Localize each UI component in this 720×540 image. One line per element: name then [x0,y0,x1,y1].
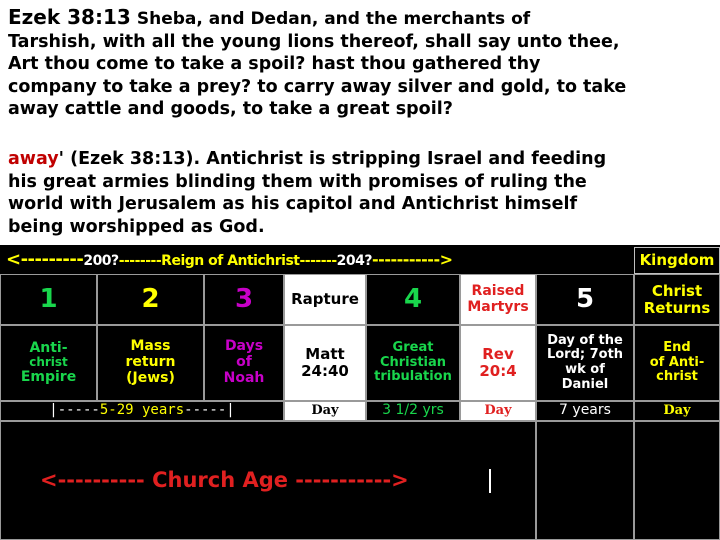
event-8-line-3: christ [656,369,698,385]
event-7-line-4: Daniel [561,376,609,392]
event-3-line-1: Days [224,338,264,355]
period-5-29-years [0,401,284,421]
verse-line-1 [8,6,714,31]
event-7-line-1: Day of the [547,332,623,348]
commentary-line-1-rest: ' (Ezek 38:13). Antichrist is stripping Israel and feeding [58,149,607,169]
event-2-line-1: Mass [130,338,171,355]
event-2-line-3: (Jews) [126,369,175,386]
stage-3-number: 3 [204,274,284,325]
raised-martyrs-line-1: Raised [471,282,525,299]
event-2-line-2: return [125,354,176,371]
commentary-keyword: away [8,149,59,169]
commentary-line-2: his great armies blinding them with promises of ruling the [8,171,587,192]
church-age-right-area-1 [536,421,634,540]
stage-1-number: 1 [0,274,97,325]
period-day-2: Day [460,401,536,421]
event-days-of-noah [204,325,284,401]
verse-reference: Ezek 38:13 [8,5,131,29]
event-3-line-2: of [236,354,252,371]
event-5-line-3: tribulation [374,369,452,385]
timeline-arrow-right: -----------> [372,250,453,269]
event-6-line-2: 20:4 [479,362,517,380]
timeline-arrow [6,249,452,270]
period-bar-right: -----| [184,402,235,419]
church-age-left: <---------- [40,468,145,492]
event-mass-return [97,325,204,401]
event-1-line-1: Anti- [29,339,68,356]
timeline-dashes-1: -------- [118,253,162,269]
event-day-of-the-lord [536,325,634,401]
commentary-line-1 [8,148,714,171]
commentary-line-3: world with Jerusalem as his capitol and Antichrist himself [8,194,578,214]
timeline-year-end: 204? [336,253,373,269]
event-3-line-3: Noah [223,369,265,386]
verse-line-2: Tarshish, with all the young lions thereof, shall say unto thee, [8,31,620,52]
verse-text [8,6,714,121]
event-antichrist-empire [0,325,97,401]
timeline-reign-label: Reign of Antichrist [161,253,300,269]
event-8-line-2: of Anti- [649,354,705,370]
church-age-right-area-2 [634,421,720,540]
event-1-line-3: Empire [20,368,77,385]
event-5-line-2: Christian [379,354,447,370]
verse-line-3: Art thou come to take a spoil? hast thou gathered thy [8,54,541,74]
church-age-right: -----------> [295,468,409,492]
event-6-line-1: Rev [482,345,514,364]
verse-line-5: away cattle and goods, to take a great spoil? [8,99,453,119]
christ-returns-label [634,274,720,325]
commentary-line-4: being worshipped as God. [8,216,265,237]
event-end-of-antichrist [634,325,720,401]
period-bar-left: |----- [49,402,100,419]
period-day-3: Day [634,401,720,421]
verse-line-4: company to take a prey? to carry away silver and gold, to take [8,76,627,97]
church-age-end-marker [489,469,491,493]
christ-returns-line-2: Returns [643,298,711,317]
period-seven-years: 7 years [536,401,634,421]
event-matt-24-40 [284,325,366,401]
event-7-line-2: Lord; 7oth [546,347,624,363]
event-5-line-1: Great [392,340,434,356]
rapture-label: Rapture [284,274,366,325]
timeline-year-start: 200? [83,253,119,269]
period-day-1: Day [284,401,366,421]
event-4-line-1: Matt [305,345,345,364]
timeline-arrow-left: <--------- [6,249,84,270]
raised-martyrs-label [460,274,536,325]
stage-4-number: 4 [366,274,460,325]
event-1-line-2: christ [29,355,68,370]
kingdom-label: Kingdom [634,247,720,274]
raised-martyrs-line-2: Martyrs [467,298,529,315]
stage-2-number: 2 [97,274,204,325]
stage-5-number: 5 [536,274,634,325]
event-4-line-2: 24:40 [301,362,349,380]
verse-first-line: Sheba, and Dedan, and the merchants of [136,9,531,29]
period-years-label: 5-29 years [99,402,185,419]
christ-returns-line-1: Christ [651,281,703,300]
event-rev-20-4 [460,325,536,401]
church-age-label: Church Age [152,468,288,492]
period-three-and-half-years: 3 1/2 yrs [366,401,460,421]
church-age-arrow [40,468,409,492]
event-7-line-3: wk of [565,362,605,377]
commentary-text [8,148,714,238]
prophecy-timeline-chart [0,245,720,540]
event-great-tribulation [366,325,460,401]
timeline-dashes-2: ------- [299,253,337,269]
event-8-line-1: End [663,340,691,356]
